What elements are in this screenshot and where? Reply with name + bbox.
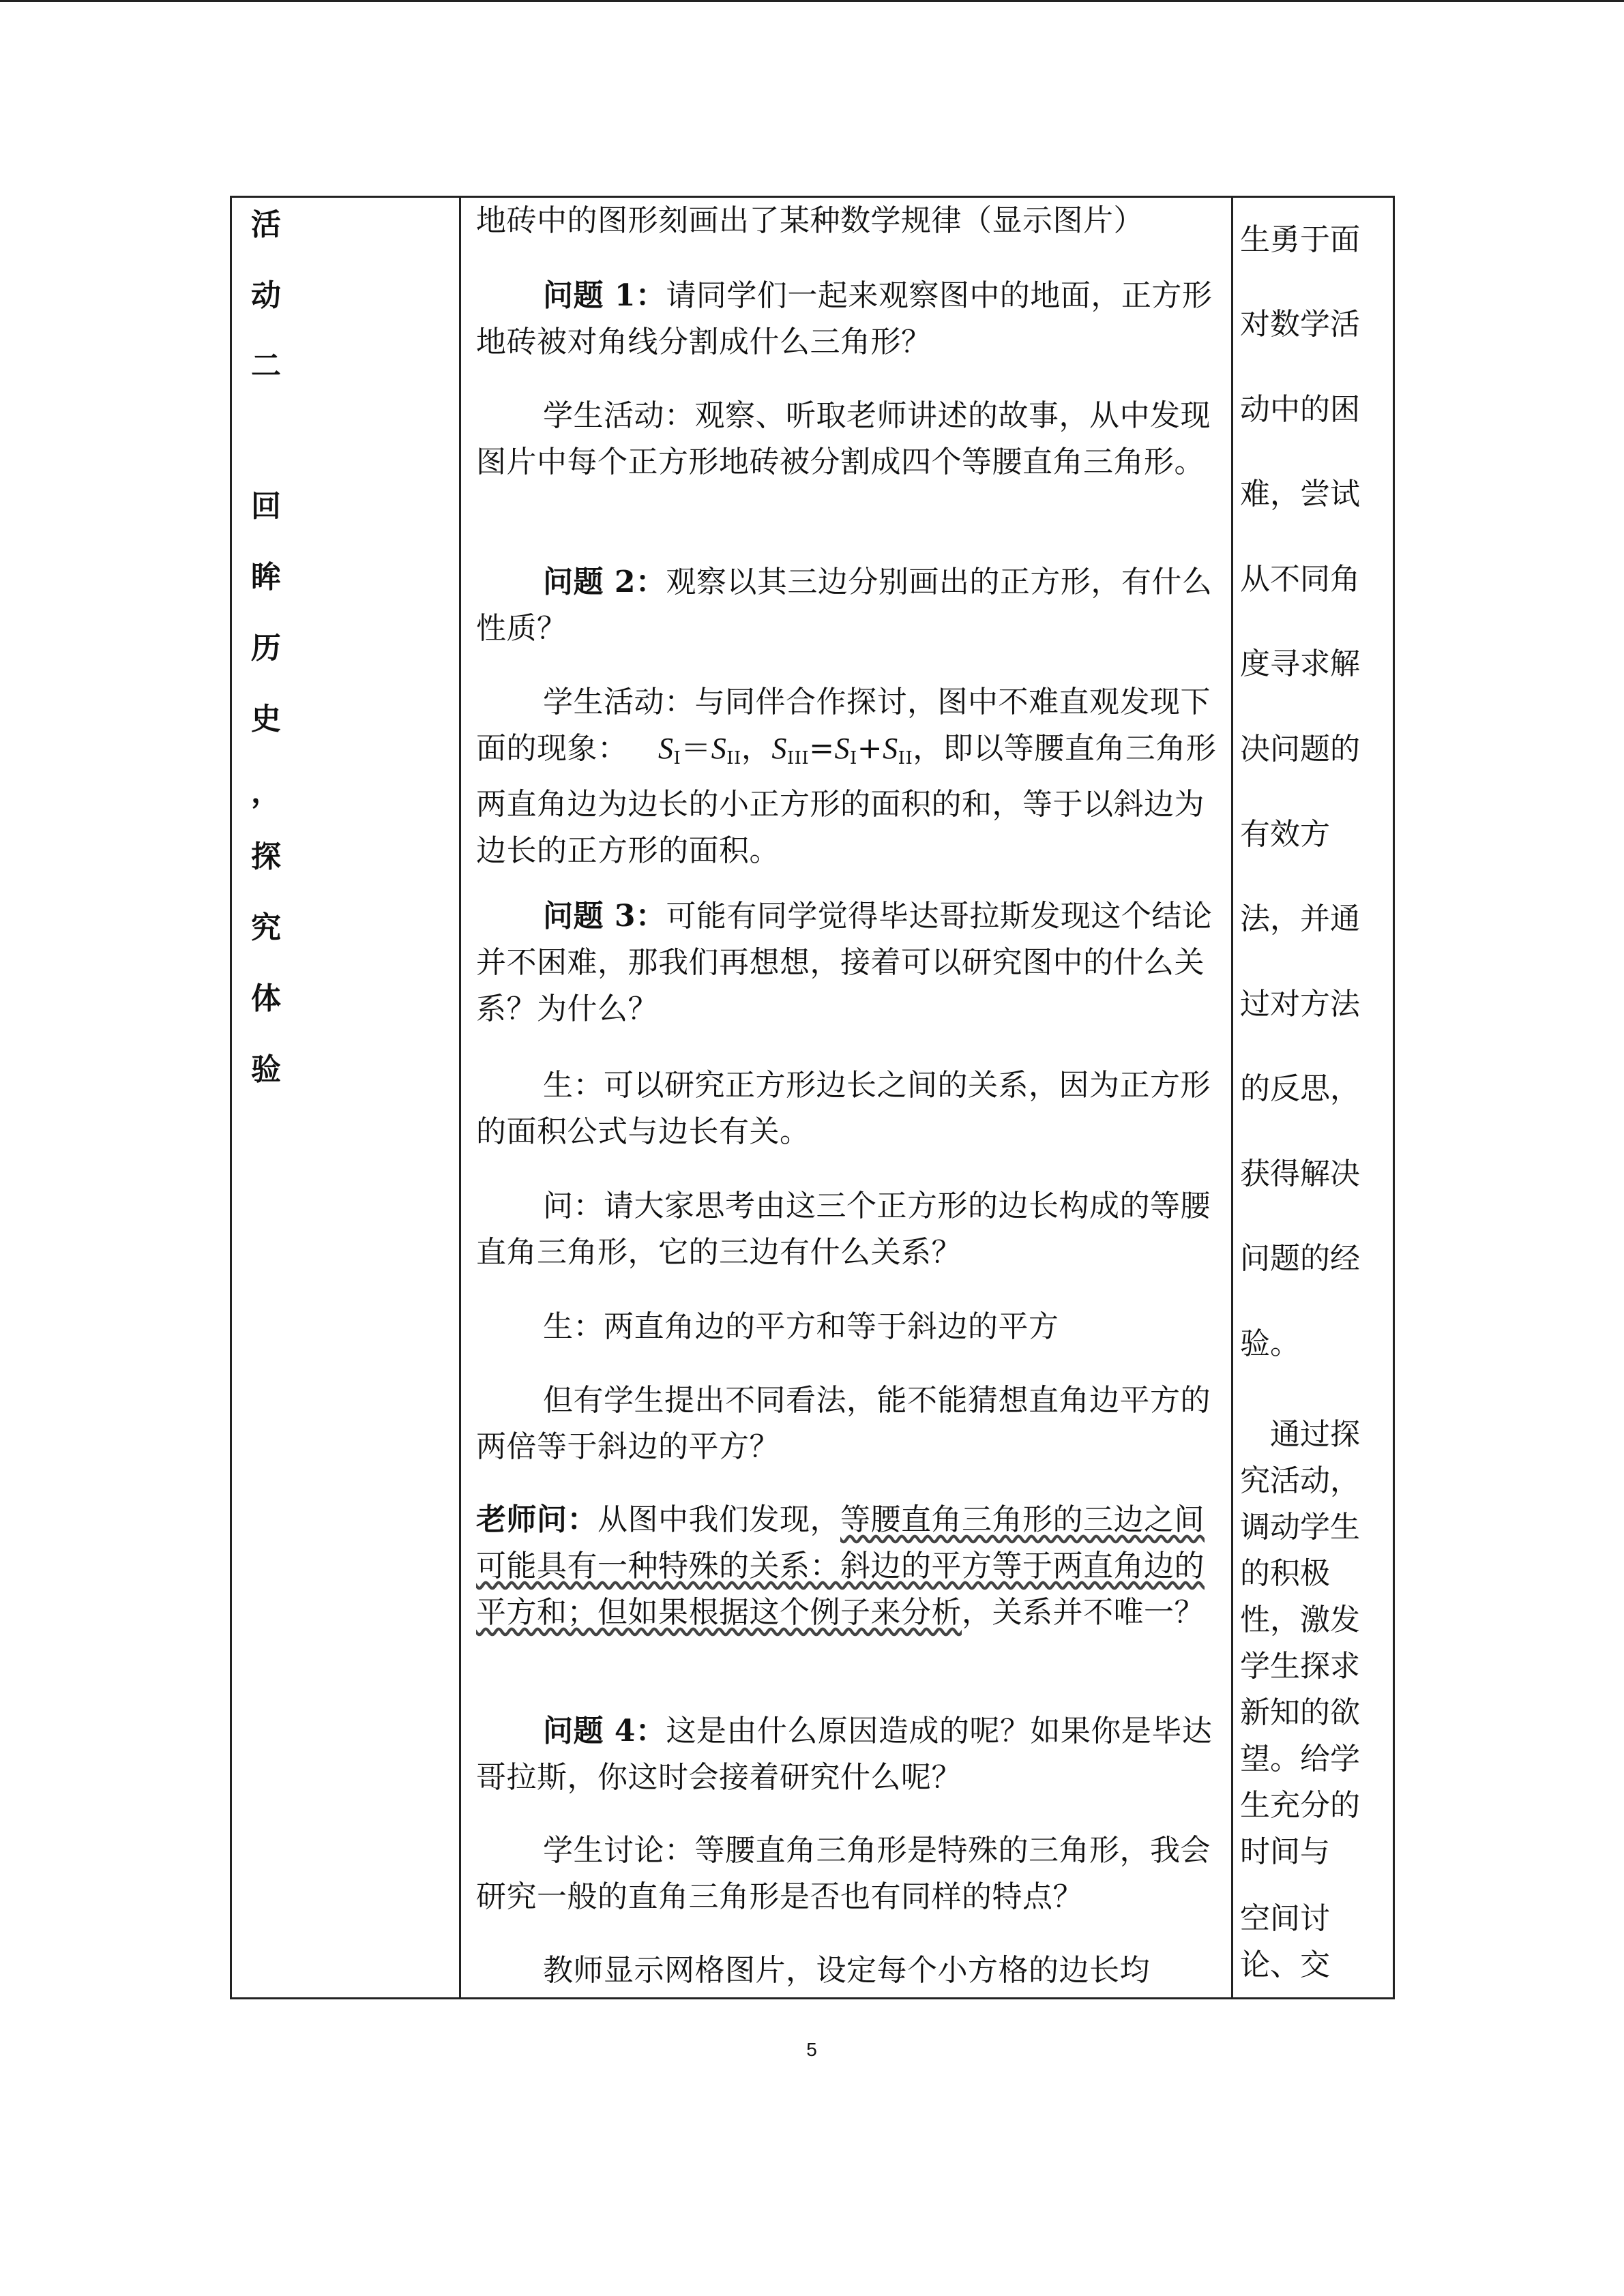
- question-text: 观察以其三边分别画出的正方形，有什么性质？: [476, 565, 1213, 646]
- equals-sign: ＝: [681, 731, 711, 766]
- comma: ，: [741, 731, 772, 766]
- plus-sign: +: [857, 731, 883, 766]
- lesson-table: [230, 196, 1395, 1999]
- intent-line: 决问题的: [1240, 732, 1360, 766]
- student-discussion: 学生讨论：等腰直角三角形是特殊的三角形，我会研究一般的直角三角形是否也有同样的特点？: [476, 1833, 1211, 1914]
- question-text: 请同学们一起来观察图中的地面，正方形地砖被对角线分割成什么三角形？: [476, 278, 1213, 359]
- activity-title-char: 史: [251, 702, 281, 736]
- activity-title-char: 动: [251, 278, 281, 313]
- teacher-label: 老师问：: [476, 1502, 597, 1537]
- area-symbol: S: [771, 732, 787, 765]
- activity-title-char: 活: [251, 207, 281, 242]
- activity-title-char: 眸: [251, 560, 281, 595]
- activity-title-char: 回: [251, 489, 281, 524]
- activity-title-char: 历: [251, 631, 281, 666]
- subscript: I: [673, 748, 681, 769]
- intent-line: 过对方法: [1240, 987, 1360, 1022]
- subscript: III: [786, 748, 810, 769]
- activity-title-column: [232, 198, 459, 1997]
- area-symbol: S: [658, 732, 674, 765]
- intent-line: 从不同角: [1240, 562, 1360, 597]
- student-alternative-view: 但有学生提出不同看法，能不能猜想直角边平方的两倍等于斜边的平方？: [476, 1383, 1211, 1464]
- question-label: 问题 1：: [543, 278, 666, 313]
- intent-line: 动中的困: [1240, 392, 1360, 427]
- teacher-text: ，关系并不唯一？: [962, 1595, 1205, 1630]
- question-text: 可能有同学觉得毕达哥拉斯发现这个结论并不困难，那我们再想想，接着可以研究图中的什么关系？为什么？: [476, 899, 1213, 1026]
- activity-title-char: 体: [251, 981, 281, 1016]
- intent-line: 验。: [1240, 1326, 1300, 1361]
- intent-line: 法，并通: [1240, 901, 1360, 936]
- subscript: I: [850, 748, 857, 769]
- question-4: [476, 1708, 1220, 1801]
- page-top-rule: [0, 0, 1624, 2]
- activity-text: ，即以等腰直角三角形两直角边为边长的小正方形的面积的和，等于以斜边为边长的正方形的面积。: [476, 731, 1217, 868]
- activity-title-char: 二: [251, 348, 281, 383]
- intent-line: 难，尝试: [1240, 477, 1360, 511]
- question-label: 问题 3：: [543, 899, 666, 934]
- teacher-grid-intro: 教师显示网格图片，设定每个小方格的边长均: [543, 1953, 1150, 1988]
- intent-paragraph: 通过探究活动，调动学生的积极性，激发学生探求新知的欲望。给学生充分的时间与: [1240, 1417, 1360, 1869]
- intent-paragraph: 空间讨论、交: [1240, 1901, 1330, 1982]
- student-answer-1: 生：可以研究正方形边长之间的关系，因为正方形的面积公式与边长有关。: [476, 1068, 1211, 1149]
- student-activity-2: [476, 679, 1220, 874]
- wavy-underlined-text: 等腰直角三角形的三边之间可能具有一种特殊的关系：斜边的平方等于两直角边的平方和；但如果根据这个例子来分析: [476, 1502, 1205, 1630]
- area-symbol: S: [883, 732, 898, 765]
- teacher-question-2: [476, 1497, 1220, 1636]
- page-number: 5: [806, 2039, 817, 2060]
- intent-line: 有效方: [1240, 817, 1330, 852]
- subscript: II: [726, 748, 741, 769]
- teacher-question: 问：请大家思考由这三个正方形的边长构成的等腰直角三角形，它的三边有什么关系？: [476, 1189, 1211, 1270]
- teaching-intent-column: [1233, 198, 1393, 1997]
- area-symbol: S: [834, 732, 851, 765]
- question-2: [476, 559, 1220, 652]
- area-symbol: S: [711, 732, 727, 765]
- question-label: 问题 2：: [543, 565, 666, 599]
- question-1: [476, 273, 1220, 366]
- question-3: [476, 893, 1220, 1032]
- intent-line: 的反思，: [1240, 1071, 1360, 1106]
- student-activity-1: 学生活动：观察、听取老师讲述的故事，从中发现图片中每个正方形地砖被分割成四个等腰直角三角形。: [476, 398, 1211, 479]
- activity-title-char: 验: [251, 1052, 281, 1087]
- intent-line: 对数学活: [1240, 307, 1360, 342]
- intent-line: 生勇于面: [1240, 222, 1360, 257]
- subscript: II: [898, 748, 913, 769]
- question-label: 问题 4：: [543, 1714, 666, 1748]
- lesson-content-column: [461, 198, 1231, 1997]
- activity-title-char: 究: [251, 910, 281, 945]
- intent-line: 问题的经: [1240, 1241, 1360, 1276]
- intent-line: 度寻求解: [1240, 646, 1360, 681]
- intro-paragraph: 地砖中的图形刻画出了某种数学规律（显示图片）: [476, 203, 1144, 238]
- activity-text: 学生活动：与同伴合作探讨，图中不难直观发现下面的现象：: [476, 685, 1211, 766]
- equals-sign: =: [809, 731, 835, 766]
- activity-title-char: ，: [251, 775, 281, 809]
- student-answer-2: 生：两直角边的平方和等于斜边的平方: [543, 1309, 1059, 1344]
- activity-title-char: 探: [251, 839, 281, 874]
- intent-line: 获得解决: [1240, 1157, 1360, 1191]
- teacher-text: 从图中我们发现，: [597, 1502, 840, 1537]
- question-text: 这是由什么原因造成的呢？如果你是毕达哥拉斯，你这时会接着研究什么呢？: [476, 1714, 1213, 1795]
